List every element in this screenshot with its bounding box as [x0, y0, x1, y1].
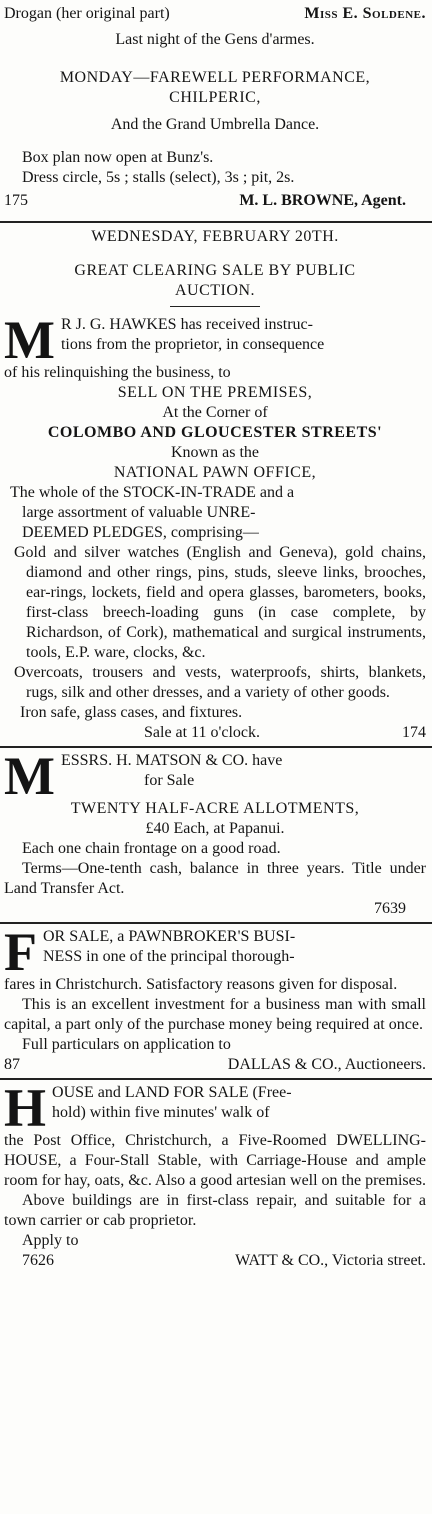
stock-line-3: DEEMED PLEDGES, comprising— [22, 524, 259, 541]
cast-actress: Miss E. Soldene. [304, 5, 426, 22]
house-ad [0, 1078, 432, 1271]
sell-heading: SELL ON THE PREMISES, [117, 384, 313, 401]
allotment-price: £40 Each, at Papanui. [145, 820, 285, 837]
pawnbroker-line-2: NESS in one of the principal thorough- [43, 948, 295, 965]
pawnbroker-line-1: OR SALE, a PAWNBROKER'S BUSI- [43, 928, 296, 945]
matson-ad [0, 746, 432, 919]
pawnbroker-para: This is an excellent investment for a business man with small capital, a part only of the purchase money being required at once. [4, 996, 426, 1033]
goods-iron: Iron safe, glass cases, and fixtures. [20, 704, 243, 721]
streets-heading: COLOMBO AND GLOUCESTER STREETS' [47, 424, 383, 441]
house-line-1: OUSE and LAND FOR SALE (Free- [52, 1084, 292, 1101]
divider [0, 221, 432, 223]
intro-line-3: of his relinquishing the business, to [4, 364, 231, 381]
house-footer [4, 1251, 426, 1271]
umbrella-dance: And the Grand Umbrella Dance. [110, 116, 320, 133]
auction-title-1: GREAT CLEARING SALE BY PUBLIC [74, 262, 356, 279]
cast-line [4, 4, 426, 24]
dropcap-h: H [4, 1078, 47, 1138]
divider [0, 922, 432, 924]
theatre-ref: 175 [4, 192, 28, 209]
box-plan: Box plan now open at Bunz's. [22, 149, 214, 166]
sale-time: Sale at 11 o'clock. [144, 724, 261, 741]
goods-gold: Gold and silver watches (English and Geneva), gold chains, diamond and other rings, pins, studs, sleeve links, brooches, ear-rings, lockets, field and opera glasses, barometers, books, first-class breech-loading guns (in case complete, by Richardson, of Cork), mathematical and surgical instruments, tools, E.P. ware, clocks, &c. [14, 544, 426, 661]
allotments-heading: TWENTY HALF-ACRE ALLOTMENTS, [70, 800, 360, 817]
house-intro [4, 1078, 426, 1138]
house-apply: Apply to [22, 1232, 79, 1249]
intro-line-1: R J. G. HAWKES has received instruc- [60, 316, 313, 333]
known-line: Known as the [171, 444, 259, 461]
theatre-agent: M. L. BROWNE, Agent. [239, 192, 406, 209]
pawnbroker-intro [4, 922, 426, 982]
theatre-footer [4, 191, 426, 211]
stock-line-2: large assortment of valuable UNRE- [22, 504, 256, 521]
chilperic-heading: CHILPERIC, [169, 89, 261, 106]
auction-ref: 174 [402, 724, 426, 741]
dropcap-m: M [4, 746, 55, 806]
pawnbroker-particulars: Full particulars on application to [22, 1036, 231, 1053]
pawnbroker-ref: 87 [4, 1056, 20, 1073]
cast-role: Drogan (her original part) [4, 5, 170, 22]
matson-intro [4, 746, 426, 806]
house-para: Above buildings are in first-class repair, and suitable for a town carrier or cab proprietor. [4, 1192, 426, 1229]
pawnbroker-agent: DALLAS & CO., Auctioneers. [227, 1056, 426, 1073]
dropcap-f: F [4, 922, 37, 982]
auction-title-2: AUCTION. [175, 282, 255, 299]
theatre-ad [0, 0, 432, 211]
pawnbroker-footer [4, 1055, 426, 1075]
stock-line-1: The whole of the STOCK-IN-TRADE and a [10, 484, 295, 501]
house-line-2: hold) within five minutes' walk of [52, 1104, 270, 1121]
auction-footer [4, 723, 426, 743]
pawnbroker-body: fares in Christchurch. Satisfactory reasons given for disposal. [4, 976, 398, 993]
divider [0, 1078, 432, 1080]
terms: Terms—One-tenth cash, balance in three years. Title under Land Transfer Act. [4, 860, 426, 897]
frontage: Each one chain frontage on a good road. [22, 840, 281, 857]
corner-line: At the Corner of [162, 404, 268, 421]
pawnbroker-ad [0, 922, 432, 1075]
matson-line-1: ESSRS. H. MATSON & CO. have [60, 752, 283, 769]
short-rule [170, 306, 260, 307]
prices: Dress circle, 5s ; stalls (select), 3s ; pit, 2s. [22, 169, 295, 186]
office-heading: NATIONAL PAWN OFFICE, [113, 464, 317, 481]
house-agent: WATT & CO., Victoria street. [235, 1252, 426, 1269]
auction-intro [4, 310, 426, 383]
auction-ad [0, 227, 432, 743]
dropcap-m: M [4, 310, 55, 370]
goods-overcoats: Overcoats, trousers and vests, waterproofs, shirts, blankets, rugs, silk and other dresses, and a variety of other goods. [14, 664, 426, 701]
house-ref: 7626 [22, 1252, 54, 1269]
divider [0, 746, 432, 748]
last-night: Last night of the Gens d'armes. [115, 31, 315, 48]
monday-heading: MONDAY—FAREWELL PERFORMANCE, [59, 69, 371, 86]
intro-line-2: tions from the proprietor, in consequence [60, 336, 325, 353]
matson-ref: 7639 [374, 900, 406, 917]
matson-line-2: for Sale [144, 772, 195, 789]
auction-date: WEDNESDAY, FEBRUARY 20TH. [91, 228, 339, 245]
house-body: the Post Office, Christchurch, a Five-Roomed DWELLING-HOUSE, a Four-Stall Stable, with Carriage-House and ample room for hay, oats, &c. Also a good artesian well on the premises. [4, 1132, 426, 1189]
